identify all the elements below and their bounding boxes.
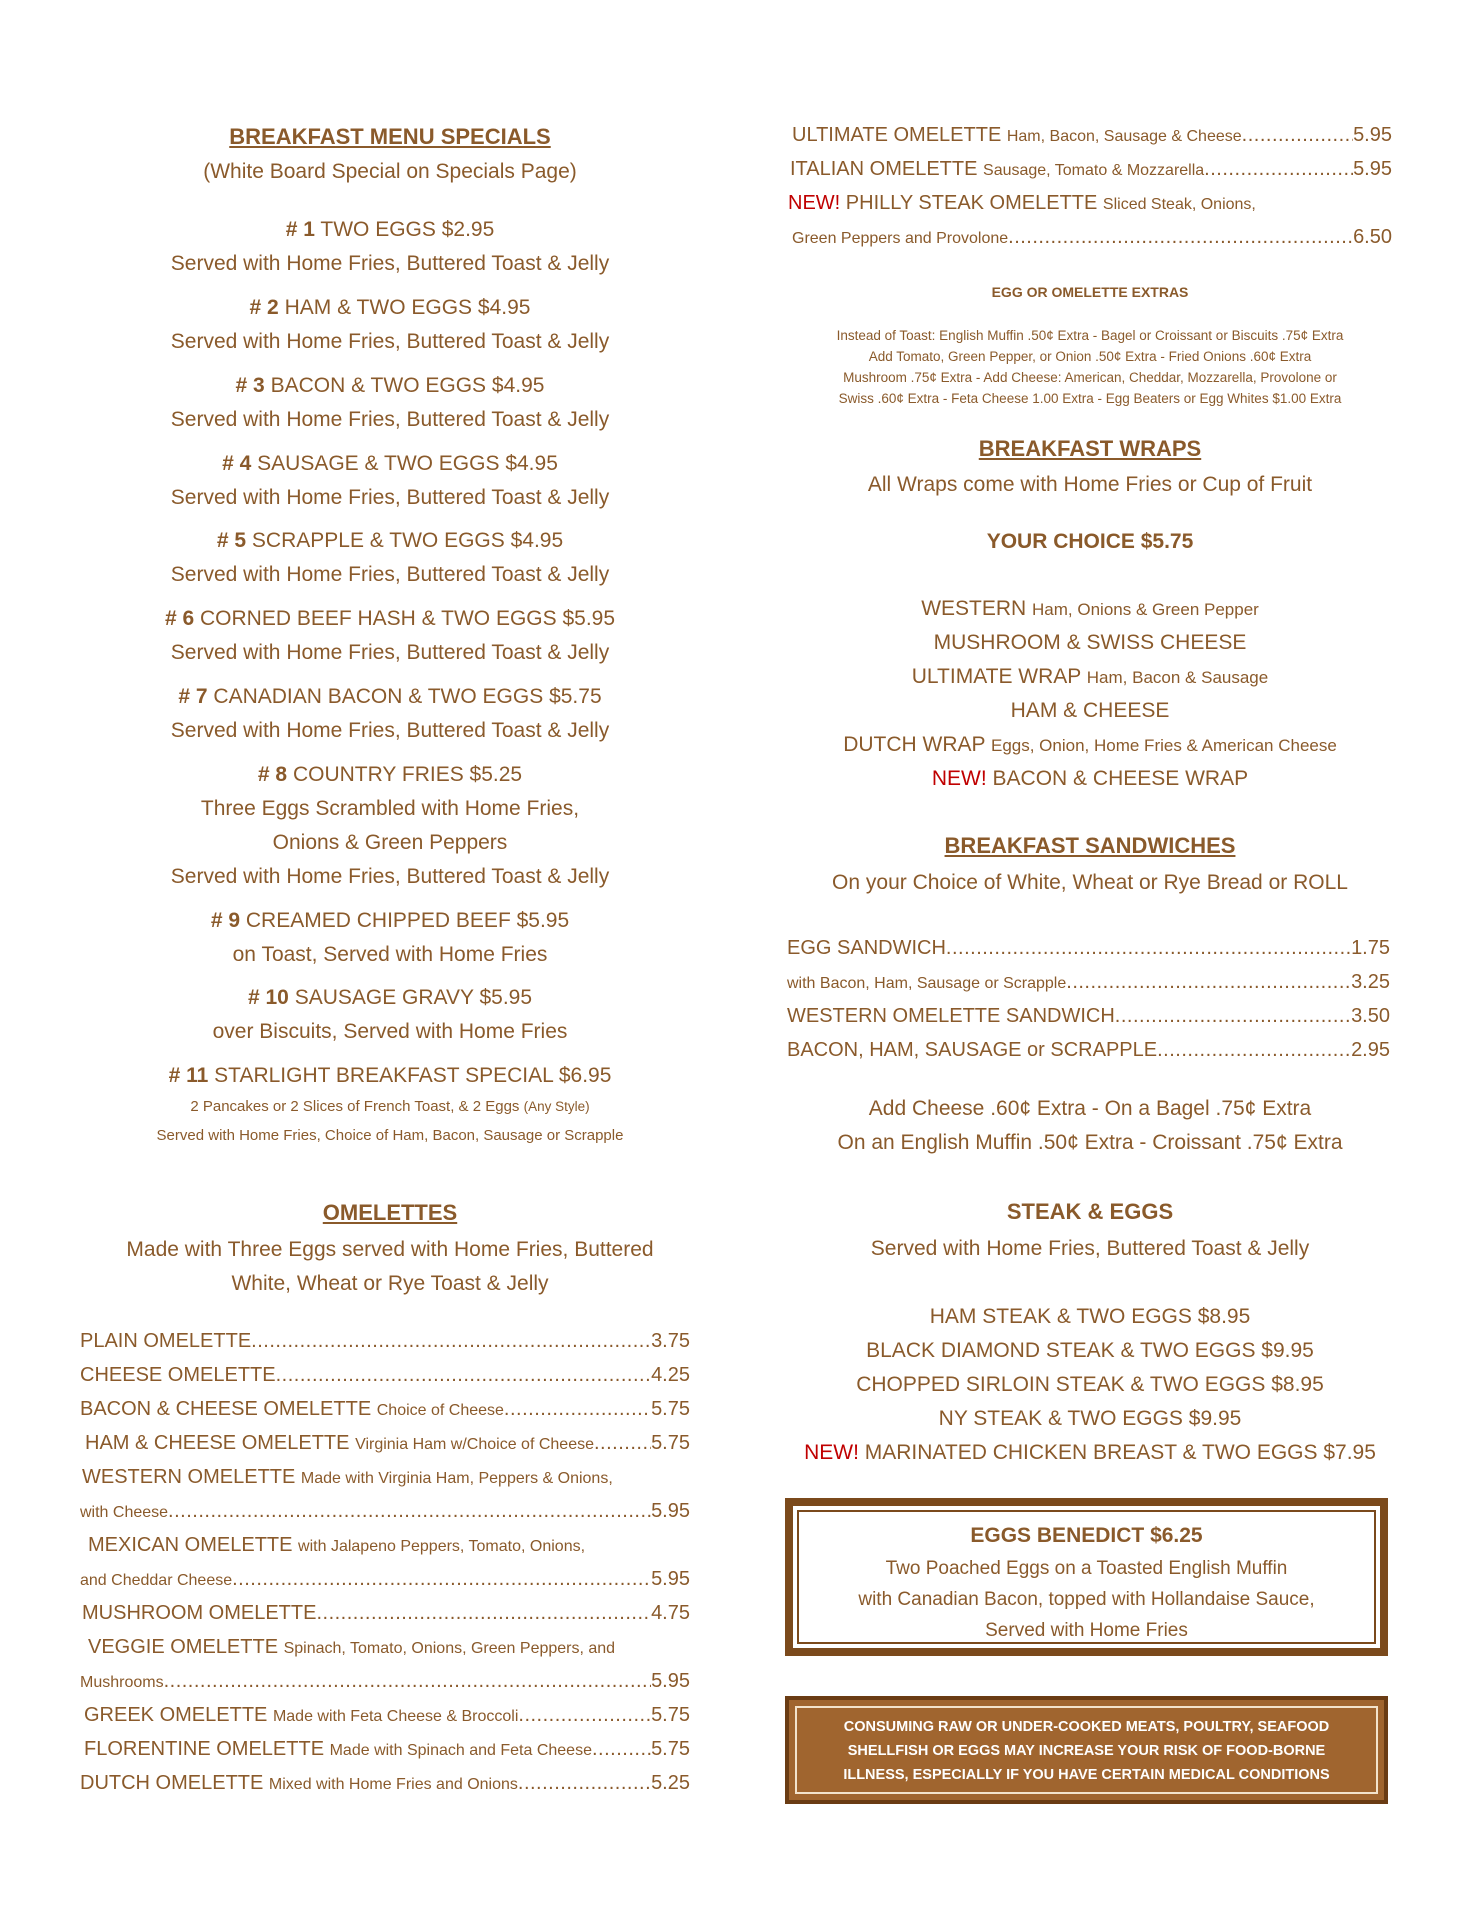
dot-leader xyxy=(316,1602,651,1625)
special-item-2-desc: Served with Home Fries, Buttered Toast & Jelly xyxy=(170,330,610,353)
sandwich-name: with Bacon, Ham, Sausage or Scrapple xyxy=(787,975,1067,992)
special-desc: 2 Pancakes or 2 Slices of French Toast, & 2 Eggs xyxy=(190,1098,520,1115)
dot-leader xyxy=(1157,1039,1351,1062)
omelette-row xyxy=(80,1330,690,1353)
special-item-11-title xyxy=(80,1064,700,1088)
dot-leader xyxy=(1066,971,1351,994)
dot-leader xyxy=(1242,124,1353,147)
special-name: SAUSAGE GRAVY $5.95 xyxy=(294,986,533,1009)
dot-leader xyxy=(518,1704,651,1727)
specials-title: BREAKFAST MENU SPECIALS xyxy=(229,124,551,149)
sandwiches-note-2: On an English Muffin .50¢ Extra - Croissant .75¢ Extra xyxy=(837,1131,1343,1154)
omelette-note: Green Peppers and Provolone xyxy=(792,230,1009,247)
wraps-subtitle: All Wraps come with Home Fries or Cup of Fruit xyxy=(867,473,1313,496)
omelette-name: WESTERN OMELETTE xyxy=(82,1466,296,1488)
special-item-9-title xyxy=(80,909,700,933)
omelette-note: with Cheese xyxy=(80,1504,169,1521)
omelette-price: 5.95 xyxy=(651,1568,690,1590)
wrap-note: Eggs, Onion, Home Fries & American Cheese xyxy=(990,736,1337,755)
special-item-7-title xyxy=(80,685,700,709)
omelette-note: Ham, Bacon, Sausage & Cheese xyxy=(1006,128,1242,145)
wrap-name: MUSHROOM & SWISS CHEESE xyxy=(933,631,1247,654)
omelette-name: VEGGIE OMELETTE xyxy=(88,1636,279,1658)
wrap-item xyxy=(780,733,1400,757)
omelette-row xyxy=(792,226,1392,249)
wraps-title: BREAKFAST WRAPS xyxy=(978,436,1202,461)
warning-line-3: ILLNESS, ESPECIALLY IF YOU HAVE CERTAIN MEDICAL CONDITIONS xyxy=(843,1767,1330,1783)
special-number: # 6 xyxy=(164,607,195,630)
special-item-10-desc: over Biscuits, Served with Home Fries xyxy=(212,1020,568,1043)
extras-line-2: Add Tomato, Green Pepper, or Onion .50¢ Extra - Fried Onions .60¢ Extra xyxy=(868,349,1312,364)
special-name: CORNED BEEF HASH & TWO EGGS $5.95 xyxy=(199,607,616,630)
special-item-4-title xyxy=(80,452,700,476)
omelette-note: Sliced Steak, Onions, xyxy=(1102,196,1256,213)
special-item-8-desc3: Served with Home Fries, Buttered Toast & Jelly xyxy=(170,865,610,888)
wrap-item xyxy=(780,665,1400,689)
special-item-1-title xyxy=(80,218,700,242)
special-name: COUNTRY FRIES $5.25 xyxy=(292,763,523,786)
omelette-row xyxy=(80,1364,690,1387)
omelette-name: FLORENTINE OMELETTE xyxy=(84,1738,325,1760)
wrap-item xyxy=(780,699,1400,723)
omelette-row xyxy=(85,1432,690,1455)
special-item-5-title xyxy=(80,529,700,553)
special-name: SCRAPPLE & TWO EGGS $4.95 xyxy=(251,529,564,552)
omelette-note: Made with Feta Cheese & Broccoli xyxy=(272,1708,519,1725)
omelette-price: 4.25 xyxy=(651,1364,690,1386)
omelette-row-top xyxy=(88,1636,698,1659)
special-item-3-title xyxy=(80,374,700,398)
special-item-11-desc1 xyxy=(80,1098,700,1115)
special-number: # 3 xyxy=(235,374,265,397)
new-badge: NEW! xyxy=(931,767,987,790)
sandwich-row xyxy=(787,1039,1390,1062)
special-item-3-desc: Served with Home Fries, Buttered Toast & Jelly xyxy=(170,408,610,431)
benedict-line-3: Served with Home Fries xyxy=(985,1620,1188,1641)
omelette-price: 6.50 xyxy=(1353,226,1392,248)
dot-leader xyxy=(592,1738,651,1761)
omelette-row-top xyxy=(82,1466,692,1489)
dot-leader xyxy=(164,1670,651,1693)
steak-item: HAM STEAK & TWO EGGS $8.95 xyxy=(929,1305,1251,1328)
omelette-name: BACON & CHEESE OMELETTE xyxy=(80,1398,372,1420)
warning-line-1: CONSUMING RAW OR UNDER-COOKED MEATS, POULTRY, SEAFOOD xyxy=(843,1719,1330,1735)
sandwich-row xyxy=(787,1005,1390,1028)
special-number: # 7 xyxy=(178,685,208,708)
omelette-price: 4.75 xyxy=(651,1602,690,1624)
omelette-note: Spinach, Tomato, Onions, Green Peppers, and xyxy=(283,1640,616,1657)
omelette-price: 5.25 xyxy=(651,1772,690,1794)
dot-leader xyxy=(518,1772,651,1795)
sandwich-row xyxy=(787,971,1390,994)
omelette-note: Mushrooms xyxy=(80,1674,164,1691)
omelette-name: ULTIMATE OMELETTE xyxy=(792,124,1002,146)
dot-leader xyxy=(594,1432,651,1455)
omelette-name: MEXICAN OMELETTE xyxy=(88,1534,293,1556)
omelette-row xyxy=(80,1398,690,1421)
wrap-note: Ham, Onions & Green Pepper xyxy=(1032,600,1259,619)
dot-leader xyxy=(1008,226,1353,249)
wrap-name: BACON & CHEESE WRAP xyxy=(992,767,1249,790)
dot-leader xyxy=(1115,1005,1351,1028)
sandwich-name: WESTERN OMELETTE SANDWICH xyxy=(787,1005,1115,1027)
wrap-name: ULTIMATE WRAP xyxy=(911,665,1081,688)
special-item-8-desc2: Onions & Green Peppers xyxy=(272,831,508,854)
special-item-11-desc2: Served with Home Fries, Choice of Ham, Bacon, Sausage or Scrapple xyxy=(156,1127,624,1144)
special-item-6-desc: Served with Home Fries, Buttered Toast & Jelly xyxy=(170,641,610,664)
sandwich-name: BACON, HAM, SAUSAGE or SCRAPPLE xyxy=(787,1039,1158,1061)
dot-leader xyxy=(251,1330,651,1353)
special-desc-note: (Any Style) xyxy=(523,1099,590,1114)
extras-line-1: Instead of Toast: English Muffin .50¢ Extra - Bagel or Croissant or Biscuits .75¢ Extra xyxy=(836,328,1344,343)
special-name: BACON & TWO EGGS $4.95 xyxy=(270,374,545,397)
extras-line-4: Swiss .60¢ Extra - Feta Cheese 1.00 Extra - Egg Beaters or Egg Whites $1.00 Extra xyxy=(838,391,1342,406)
benedict-line-1: Two Poached Eggs on a Toasted English Muffin xyxy=(885,1558,1288,1579)
special-name: CREAMED CHIPPED BEEF $5.95 xyxy=(245,909,570,932)
extras-line-3: Mushroom .75¢ Extra - Add Cheese: American, Cheddar, Mozzarella, Provolone or xyxy=(843,370,1337,385)
omelette-note: Made with Virginia Ham, Peppers & Onions, xyxy=(300,1470,613,1487)
omelette-name: PHILLY STEAK OMELETTE xyxy=(845,192,1098,214)
omelette-name: CHEESE OMELETTE xyxy=(80,1364,276,1386)
special-item-1-desc: Served with Home Fries, Buttered Toast & Jelly xyxy=(170,252,610,275)
special-item-10-title xyxy=(80,986,700,1010)
sandwich-row xyxy=(787,937,1390,960)
omelette-row xyxy=(80,1568,690,1591)
omelette-row xyxy=(82,1602,690,1625)
omelette-note: Made with Spinach and Feta Cheese xyxy=(329,1742,592,1759)
special-item-8-title xyxy=(80,763,700,787)
new-badge: NEW! xyxy=(804,1441,859,1464)
dot-leader xyxy=(504,1398,651,1421)
special-number: # 10 xyxy=(247,986,289,1009)
dot-leader xyxy=(276,1364,651,1387)
wraps-price: YOUR CHOICE $5.75 xyxy=(986,530,1194,553)
special-number: # 4 xyxy=(222,452,252,475)
omelette-row xyxy=(84,1738,690,1761)
omelette-row-top xyxy=(788,192,1392,215)
special-item-4-desc: Served with Home Fries, Buttered Toast & Jelly xyxy=(170,486,610,509)
omelette-row xyxy=(84,1704,690,1727)
wrap-note: Ham, Bacon & Sausage xyxy=(1086,668,1269,687)
special-number: # 2 xyxy=(249,296,279,319)
omelette-price: 3.75 xyxy=(651,1330,690,1352)
special-name: STARLIGHT BREAKFAST SPECIAL $6.95 xyxy=(214,1064,612,1087)
omelette-price: 5.75 xyxy=(651,1704,690,1726)
special-item-6-title xyxy=(80,607,700,631)
omelette-row xyxy=(80,1500,690,1523)
omelette-price: 5.95 xyxy=(1353,124,1392,146)
dot-leader xyxy=(168,1500,651,1523)
benedict-title: EGGS BENEDICT $6.25 xyxy=(970,1524,1203,1547)
steak-title: STEAK & EGGS xyxy=(1006,1199,1174,1224)
omelette-note: Sausage, Tomato & Mozzarella xyxy=(983,162,1205,179)
omelette-row-top xyxy=(88,1534,698,1557)
omelette-name: GREEK OMELETTE xyxy=(84,1704,268,1726)
sandwiches-title: BREAKFAST SANDWICHES xyxy=(944,833,1236,858)
special-item-2-title xyxy=(80,296,700,320)
wrap-name: DUTCH WRAP xyxy=(843,733,986,756)
omelettes-title: OMELETTES xyxy=(322,1200,458,1225)
special-item-5-desc: Served with Home Fries, Buttered Toast & Jelly xyxy=(170,563,610,586)
omelette-row xyxy=(80,1670,690,1693)
omelette-name: PLAIN OMELETTE xyxy=(80,1330,252,1352)
omelette-row xyxy=(792,124,1392,147)
steak-item: BLACK DIAMOND STEAK & TWO EGGS $9.95 xyxy=(866,1339,1314,1362)
dot-leader xyxy=(232,1568,651,1591)
special-number: # 11 xyxy=(168,1064,209,1087)
wrap-name: HAM & CHEESE xyxy=(1010,699,1170,722)
omelette-price: 5.75 xyxy=(651,1398,690,1420)
omelette-note: and Cheddar Cheese xyxy=(80,1572,233,1589)
omelette-price: 5.95 xyxy=(651,1500,690,1522)
sandwich-price: 3.25 xyxy=(1351,971,1390,993)
special-number: # 8 xyxy=(257,763,288,786)
steak-item-new xyxy=(780,1441,1400,1465)
sandwiches-subtitle: On your Choice of White, Wheat or Rye Bread or ROLL xyxy=(832,871,1348,894)
special-number: # 5 xyxy=(216,529,247,552)
omelette-price: 5.95 xyxy=(1353,158,1392,180)
omelette-name: DUTCH OMELETTE xyxy=(80,1772,264,1794)
special-name: TWO EGGS $2.95 xyxy=(320,218,495,241)
omelettes-desc2: White, Wheat or Rye Toast & Jelly xyxy=(231,1272,549,1295)
omelette-name: MUSHROOM OMELETTE xyxy=(82,1602,317,1624)
extras-title: EGG OR OMELETTE EXTRAS xyxy=(991,284,1189,300)
steak-item: CHOPPED SIRLOIN STEAK & TWO EGGS $8.95 xyxy=(856,1373,1324,1396)
omelette-name: ITALIAN OMELETTE xyxy=(790,158,978,180)
wrap-item xyxy=(780,767,1400,791)
omelette-name: HAM & CHEESE OMELETTE xyxy=(85,1432,350,1454)
specials-subtitle: (White Board Special on Specials Page) xyxy=(203,160,577,183)
sandwich-price: 2.95 xyxy=(1351,1039,1390,1061)
special-number: # 1 xyxy=(285,218,315,241)
omelette-price: 5.75 xyxy=(651,1432,690,1454)
food-safety-warning xyxy=(785,1696,1388,1804)
steak-name: MARINATED CHICKEN BREAST & TWO EGGS $7.95 xyxy=(864,1441,1376,1464)
omelette-note: with Jalapeno Peppers, Tomato, Onions, xyxy=(298,1538,586,1555)
special-name: CANADIAN BACON & TWO EGGS $5.75 xyxy=(213,685,602,708)
omelette-price: 5.75 xyxy=(651,1738,690,1760)
sandwiches-note-1: Add Cheese .60¢ Extra - On a Bagel .75¢ Extra xyxy=(868,1097,1312,1120)
special-item-8-desc1: Three Eggs Scrambled with Home Fries, xyxy=(200,797,580,820)
warning-line-2: SHELLFISH OR EGGS MAY INCREASE YOUR RISK OF FOOD-BORNE xyxy=(847,1743,1326,1759)
steak-subtitle: Served with Home Fries, Buttered Toast & Jelly xyxy=(870,1237,1310,1260)
wrap-item xyxy=(780,631,1400,655)
omelettes-desc1: Made with Three Eggs served with Home Fries, Buttered xyxy=(126,1238,654,1261)
wrap-name: WESTERN xyxy=(921,597,1027,620)
omelette-row xyxy=(790,158,1392,181)
benedict-line-2: with Canadian Bacon, topped with Hollandaise Sauce, xyxy=(858,1589,1315,1610)
new-badge: NEW! xyxy=(788,192,841,214)
sandwich-price: 3.50 xyxy=(1351,1005,1390,1027)
sandwich-name: EGG SANDWICH xyxy=(787,937,946,959)
omelette-row xyxy=(80,1772,690,1795)
special-name: SAUSAGE & TWO EGGS $4.95 xyxy=(257,452,558,475)
special-item-9-desc: on Toast, Served with Home Fries xyxy=(232,943,548,966)
eggs-benedict-box xyxy=(785,1498,1388,1656)
dot-leader xyxy=(946,937,1351,960)
sandwich-price: 1.75 xyxy=(1351,937,1390,959)
omelette-note: Virginia Ham w/Choice of Cheese xyxy=(355,1436,594,1453)
omelette-note: Choice of Cheese xyxy=(376,1402,504,1419)
omelette-note: Mixed with Home Fries and Onions xyxy=(268,1776,518,1793)
special-item-7-desc: Served with Home Fries, Buttered Toast & Jelly xyxy=(170,719,610,742)
special-number: # 9 xyxy=(210,909,241,932)
wrap-item xyxy=(780,597,1400,621)
special-name: HAM & TWO EGGS $4.95 xyxy=(284,296,531,319)
steak-item: NY STEAK & TWO EGGS $9.95 xyxy=(938,1407,1242,1430)
omelette-price: 5.95 xyxy=(651,1670,690,1692)
dot-leader xyxy=(1204,158,1353,181)
